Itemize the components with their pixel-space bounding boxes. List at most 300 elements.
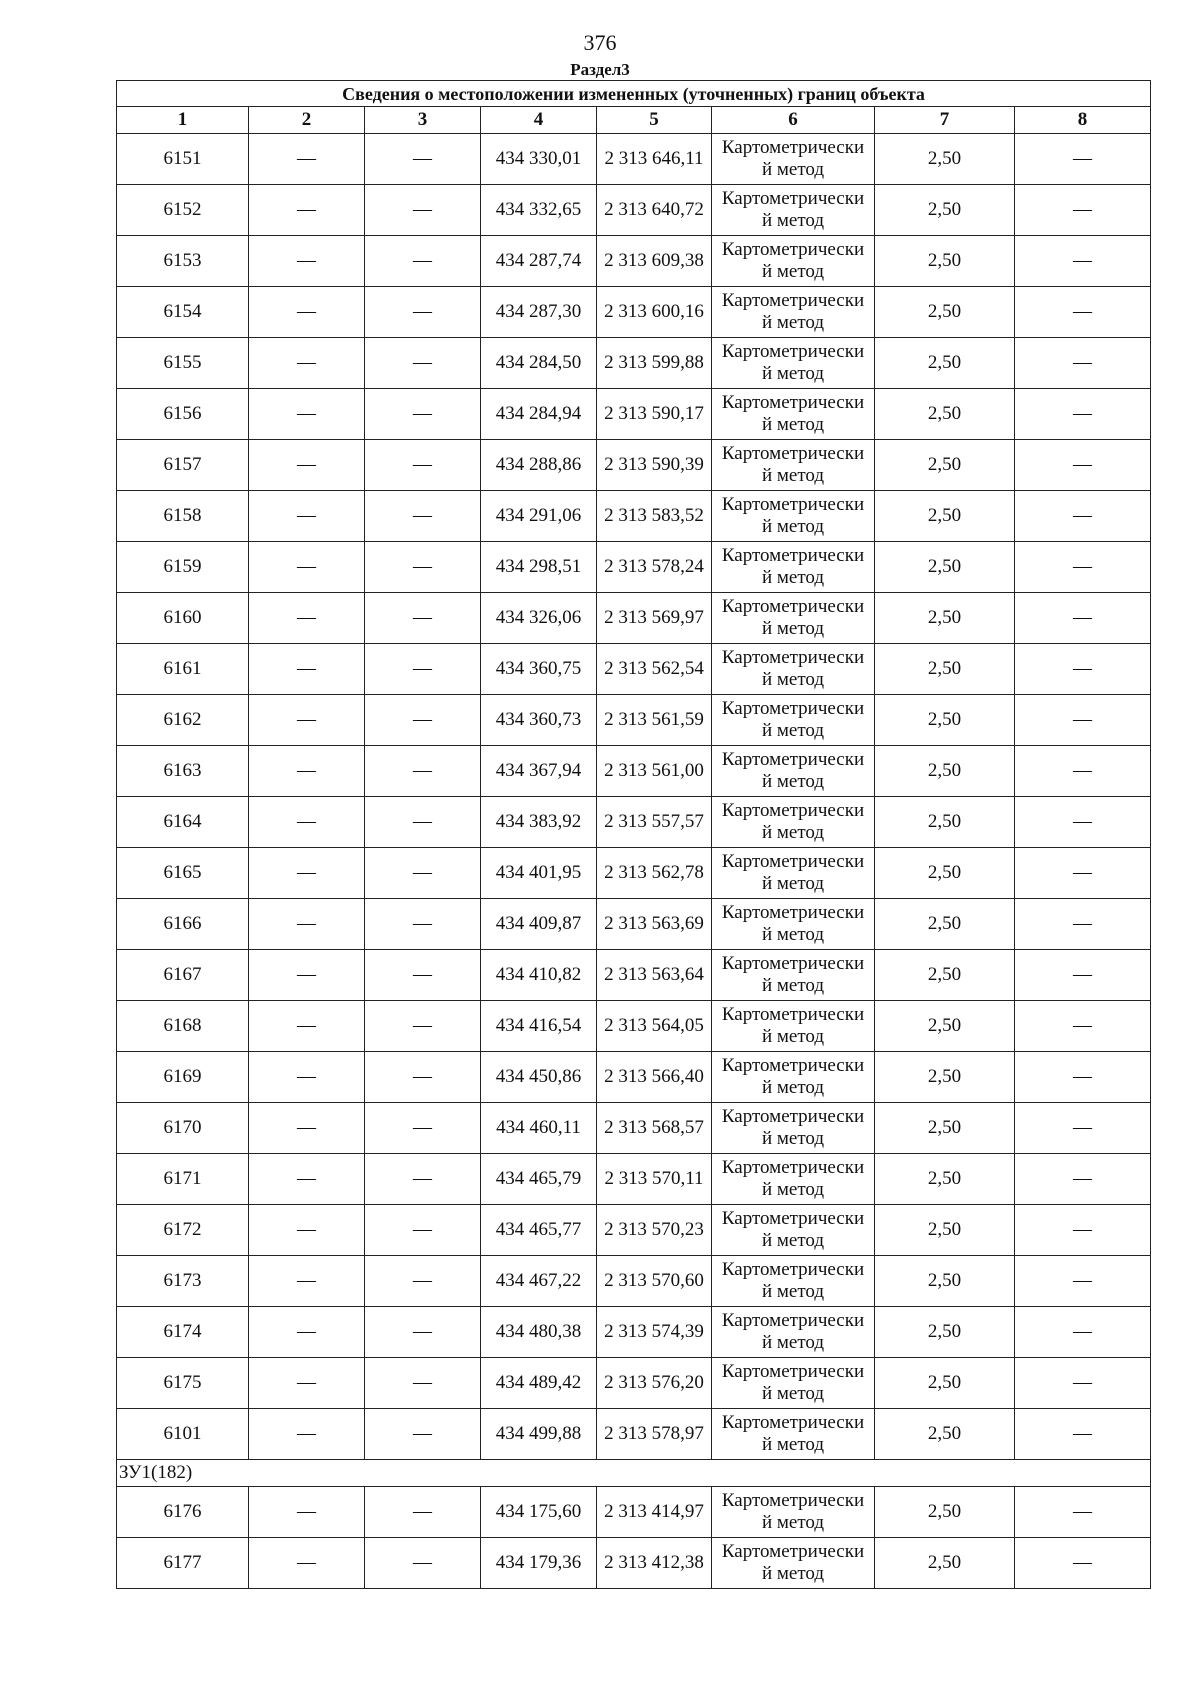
method-line-2: й метод	[761, 210, 825, 231]
cell-col-3: —	[365, 1487, 481, 1538]
method-cell	[712, 644, 875, 695]
cell-col-8: —	[1015, 1409, 1151, 1460]
point-number-cell: 6101	[117, 1409, 249, 1460]
cell-col-8: —	[1015, 542, 1151, 593]
y-coordinate-cell: 2 313 609,38	[597, 236, 712, 287]
x-coordinate-cell: 434 287,30	[481, 287, 597, 338]
y-coordinate-cell: 2 313 570,11	[597, 1154, 712, 1205]
method-line-2: й метод	[761, 1230, 825, 1251]
accuracy-cell: 2,50	[875, 1538, 1015, 1589]
method-line-2: й метод	[761, 1128, 825, 1149]
x-coordinate-cell: 434 467,22	[481, 1256, 597, 1307]
x-coordinate-cell: 434 465,77	[481, 1205, 597, 1256]
cell-col-2: —	[249, 1256, 365, 1307]
page-number: 376	[583, 30, 617, 55]
method-line-2: й метод	[761, 873, 825, 894]
cell-col-2: —	[249, 287, 365, 338]
cell-col-3: —	[365, 1052, 481, 1103]
method-line-1: Картометрически	[721, 1106, 865, 1127]
cell-col-3: —	[365, 1409, 481, 1460]
cell-col-2: —	[249, 1103, 365, 1154]
method-line-2: й метод	[761, 1434, 825, 1455]
point-number-cell: 6162	[117, 695, 249, 746]
cell-col-2: —	[249, 1205, 365, 1256]
table-row	[117, 1358, 1151, 1409]
method-cell	[712, 746, 875, 797]
method-cell	[712, 491, 875, 542]
cell-col-3: —	[365, 695, 481, 746]
method-line-2: й метод	[761, 312, 825, 333]
cell-col-2: —	[249, 389, 365, 440]
y-coordinate-cell: 2 313 561,59	[597, 695, 712, 746]
table-row	[117, 746, 1151, 797]
table-caption-row	[117, 81, 1151, 107]
method-cell	[712, 1001, 875, 1052]
accuracy-cell: 2,50	[875, 389, 1015, 440]
method-cell	[712, 899, 875, 950]
cell-col-3: —	[365, 491, 481, 542]
method-line-1: Картометрически	[721, 1208, 865, 1229]
table-row	[117, 1409, 1151, 1460]
cell-col-3: —	[365, 1154, 481, 1205]
cell-col-2: —	[249, 236, 365, 287]
cell-col-8: —	[1015, 797, 1151, 848]
y-coordinate-cell: 2 313 568,57	[597, 1103, 712, 1154]
cell-col-3: —	[365, 287, 481, 338]
table-row	[117, 185, 1151, 236]
y-coordinate-cell: 2 313 557,57	[597, 797, 712, 848]
accuracy-cell: 2,50	[875, 1307, 1015, 1358]
x-coordinate-cell: 434 326,06	[481, 593, 597, 644]
y-coordinate-cell: 2 313 576,20	[597, 1358, 712, 1409]
cell-col-2: —	[249, 848, 365, 899]
point-number-cell: 6163	[117, 746, 249, 797]
method-line-2: й метод	[761, 669, 825, 690]
y-coordinate-cell: 2 313 640,72	[597, 185, 712, 236]
table-row	[117, 338, 1151, 389]
group-label: ЗУ1(182)	[117, 1460, 1151, 1487]
cell-col-8: —	[1015, 950, 1151, 1001]
x-coordinate-cell: 434 499,88	[481, 1409, 597, 1460]
method-line-1: Картометрически	[721, 1361, 865, 1382]
cell-col-8: —	[1015, 236, 1151, 287]
cell-col-2: —	[249, 1487, 365, 1538]
cell-col-3: —	[365, 236, 481, 287]
accuracy-cell: 2,50	[875, 1001, 1015, 1052]
cell-col-3: —	[365, 338, 481, 389]
point-number-cell: 6175	[117, 1358, 249, 1409]
cell-col-2: —	[249, 1358, 365, 1409]
cell-col-3: —	[365, 185, 481, 236]
method-line-1: Картометрически	[721, 1259, 865, 1280]
x-coordinate-cell: 434 401,95	[481, 848, 597, 899]
method-line-1: Картометрически	[721, 494, 865, 515]
table-row	[117, 1052, 1151, 1103]
cell-col-8: —	[1015, 1256, 1151, 1307]
table-row	[117, 236, 1151, 287]
table-row	[117, 797, 1151, 848]
method-cell	[712, 1409, 875, 1460]
y-coordinate-cell: 2 313 562,78	[597, 848, 712, 899]
x-coordinate-cell: 434 360,73	[481, 695, 597, 746]
table-row	[117, 848, 1151, 899]
method-cell	[712, 1205, 875, 1256]
y-coordinate-cell: 2 313 578,24	[597, 542, 712, 593]
method-cell	[712, 185, 875, 236]
y-coordinate-cell: 2 313 561,00	[597, 746, 712, 797]
method-line-1: Картометрически	[721, 1055, 865, 1076]
method-line-2: й метод	[761, 1332, 825, 1353]
table-row	[117, 1487, 1151, 1538]
method-line-1: Картометрически	[721, 953, 865, 974]
y-coordinate-cell: 2 313 646,11	[597, 134, 712, 185]
cell-col-8: —	[1015, 491, 1151, 542]
table-row	[117, 440, 1151, 491]
table-row	[117, 287, 1151, 338]
cell-col-8: —	[1015, 1358, 1151, 1409]
cell-col-3: —	[365, 440, 481, 491]
cell-col-8: —	[1015, 1052, 1151, 1103]
cell-col-8: —	[1015, 134, 1151, 185]
x-coordinate-cell: 434 287,74	[481, 236, 597, 287]
method-line-1: Картометрически	[721, 1490, 865, 1511]
method-cell	[712, 134, 875, 185]
table-caption: Сведения о местоположении измененных (уточненных) границ объекта	[117, 81, 1151, 107]
cell-col-2: —	[249, 185, 365, 236]
table-row	[117, 899, 1151, 950]
method-line-1: Картометрически	[721, 902, 865, 923]
point-number-cell: 6156	[117, 389, 249, 440]
point-number-cell: 6165	[117, 848, 249, 899]
column-header: 2	[249, 107, 365, 134]
cell-col-3: —	[365, 797, 481, 848]
x-coordinate-cell: 434 298,51	[481, 542, 597, 593]
cell-col-2: —	[249, 542, 365, 593]
method-line-2: й метод	[761, 516, 825, 537]
method-line-2: й метод	[761, 1179, 825, 1200]
y-coordinate-cell: 2 313 590,39	[597, 440, 712, 491]
point-number-cell: 6166	[117, 899, 249, 950]
method-line-1: Картометрически	[721, 1541, 865, 1562]
accuracy-cell: 2,50	[875, 899, 1015, 950]
method-line-2: й метод	[761, 618, 825, 639]
cell-col-8: —	[1015, 440, 1151, 491]
cell-col-3: —	[365, 134, 481, 185]
method-line-1: Картометрически	[721, 341, 865, 362]
point-number-cell: 6158	[117, 491, 249, 542]
cell-col-3: —	[365, 899, 481, 950]
method-cell	[712, 1538, 875, 1589]
cell-col-3: —	[365, 1001, 481, 1052]
method-cell	[712, 1052, 875, 1103]
method-cell	[712, 1307, 875, 1358]
method-line-1: Картометрически	[721, 1310, 865, 1331]
cell-col-2: —	[249, 1307, 365, 1358]
point-number-cell: 6176	[117, 1487, 249, 1538]
y-coordinate-cell: 2 313 566,40	[597, 1052, 712, 1103]
method-line-2: й метод	[761, 822, 825, 843]
x-coordinate-cell: 434 460,11	[481, 1103, 597, 1154]
table-row	[117, 950, 1151, 1001]
table-row	[117, 1205, 1151, 1256]
point-number-cell: 6151	[117, 134, 249, 185]
table-row	[117, 542, 1151, 593]
y-coordinate-cell: 2 313 583,52	[597, 491, 712, 542]
cell-col-3: —	[365, 950, 481, 1001]
accuracy-cell: 2,50	[875, 950, 1015, 1001]
cell-col-3: —	[365, 1256, 481, 1307]
y-coordinate-cell: 2 313 412,38	[597, 1538, 712, 1589]
method-line-2: й метод	[761, 771, 825, 792]
cell-col-2: —	[249, 950, 365, 1001]
method-cell	[712, 848, 875, 899]
cell-col-8: —	[1015, 746, 1151, 797]
method-line-1: Картометрически	[721, 1004, 865, 1025]
column-header: 5	[597, 107, 712, 134]
accuracy-cell: 2,50	[875, 1103, 1015, 1154]
accuracy-cell: 2,50	[875, 746, 1015, 797]
y-coordinate-cell: 2 313 564,05	[597, 1001, 712, 1052]
method-line-1: Картометрически	[721, 596, 865, 617]
cell-col-3: —	[365, 1538, 481, 1589]
cell-col-8: —	[1015, 899, 1151, 950]
method-cell	[712, 338, 875, 389]
method-line-1: Картометрически	[721, 239, 865, 260]
accuracy-cell: 2,50	[875, 1154, 1015, 1205]
method-cell	[712, 593, 875, 644]
cell-col-8: —	[1015, 644, 1151, 695]
method-line-2: й метод	[761, 1563, 825, 1584]
x-coordinate-cell: 434 284,94	[481, 389, 597, 440]
header-row	[117, 107, 1151, 134]
cell-col-2: —	[249, 1154, 365, 1205]
cell-col-2: —	[249, 1001, 365, 1052]
accuracy-cell: 2,50	[875, 1358, 1015, 1409]
method-cell	[712, 236, 875, 287]
method-line-1: Картометрически	[721, 137, 865, 158]
method-line-2: й метод	[761, 1026, 825, 1047]
point-number-cell: 6159	[117, 542, 249, 593]
cell-col-8: —	[1015, 593, 1151, 644]
point-number-cell: 6174	[117, 1307, 249, 1358]
cell-col-8: —	[1015, 389, 1151, 440]
accuracy-cell: 2,50	[875, 797, 1015, 848]
cell-col-8: —	[1015, 848, 1151, 899]
x-coordinate-cell: 434 450,86	[481, 1052, 597, 1103]
x-coordinate-cell: 434 489,42	[481, 1358, 597, 1409]
accuracy-cell: 2,50	[875, 1052, 1015, 1103]
method-line-2: й метод	[761, 1383, 825, 1404]
table-row	[117, 1307, 1151, 1358]
x-coordinate-cell: 434 332,65	[481, 185, 597, 236]
x-coordinate-cell: 434 480,38	[481, 1307, 597, 1358]
point-number-cell: 6167	[117, 950, 249, 1001]
table-row	[117, 1154, 1151, 1205]
boundary-coordinates-table	[116, 80, 1151, 1589]
method-cell	[712, 695, 875, 746]
x-coordinate-cell: 434 367,94	[481, 746, 597, 797]
accuracy-cell: 2,50	[875, 542, 1015, 593]
method-line-2: й метод	[761, 567, 825, 588]
accuracy-cell: 2,50	[875, 440, 1015, 491]
y-coordinate-cell: 2 313 590,17	[597, 389, 712, 440]
cell-col-8: —	[1015, 1001, 1151, 1052]
cell-col-8: —	[1015, 1538, 1151, 1589]
cell-col-2: —	[249, 644, 365, 695]
cell-col-2: —	[249, 899, 365, 950]
cell-col-2: —	[249, 593, 365, 644]
accuracy-cell: 2,50	[875, 236, 1015, 287]
cell-col-3: —	[365, 389, 481, 440]
point-number-cell: 6172	[117, 1205, 249, 1256]
accuracy-cell: 2,50	[875, 338, 1015, 389]
point-number-cell: 6173	[117, 1256, 249, 1307]
method-line-2: й метод	[761, 414, 825, 435]
method-cell	[712, 1487, 875, 1538]
table-row	[117, 1001, 1151, 1052]
section-title: Раздел3	[570, 60, 630, 79]
cell-col-2: —	[249, 746, 365, 797]
x-coordinate-cell: 434 410,82	[481, 950, 597, 1001]
method-line-1: Картометрически	[721, 392, 865, 413]
x-coordinate-cell: 434 291,06	[481, 491, 597, 542]
method-line-1: Картометрически	[721, 749, 865, 770]
cell-col-8: —	[1015, 1154, 1151, 1205]
method-line-2: й метод	[761, 1281, 825, 1302]
method-line-1: Картометрически	[721, 545, 865, 566]
cell-col-3: —	[365, 644, 481, 695]
method-cell	[712, 440, 875, 491]
method-line-1: Картометрически	[721, 1412, 865, 1433]
accuracy-cell: 2,50	[875, 287, 1015, 338]
method-line-1: Картометрически	[721, 188, 865, 209]
point-number-cell: 6153	[117, 236, 249, 287]
column-header: 4	[481, 107, 597, 134]
cell-col-3: —	[365, 542, 481, 593]
method-cell	[712, 950, 875, 1001]
column-header: 3	[365, 107, 481, 134]
y-coordinate-cell: 2 313 562,54	[597, 644, 712, 695]
method-cell	[712, 287, 875, 338]
accuracy-cell: 2,50	[875, 1409, 1015, 1460]
column-header: 1	[117, 107, 249, 134]
method-line-1: Картометрически	[721, 851, 865, 872]
cell-col-2: —	[249, 338, 365, 389]
cell-col-3: —	[365, 1205, 481, 1256]
x-coordinate-cell: 434 409,87	[481, 899, 597, 950]
point-number-cell: 6160	[117, 593, 249, 644]
table-row	[117, 134, 1151, 185]
cell-col-8: —	[1015, 1103, 1151, 1154]
table-row	[117, 695, 1151, 746]
y-coordinate-cell: 2 313 570,60	[597, 1256, 712, 1307]
x-coordinate-cell: 434 175,60	[481, 1487, 597, 1538]
y-coordinate-cell: 2 313 574,39	[597, 1307, 712, 1358]
cell-col-3: —	[365, 1358, 481, 1409]
method-line-2: й метод	[761, 924, 825, 945]
point-number-cell: 6168	[117, 1001, 249, 1052]
group-row	[117, 1460, 1151, 1487]
accuracy-cell: 2,50	[875, 134, 1015, 185]
accuracy-cell: 2,50	[875, 1256, 1015, 1307]
method-line-2: й метод	[761, 363, 825, 384]
table-row	[117, 389, 1151, 440]
y-coordinate-cell: 2 313 599,88	[597, 338, 712, 389]
x-coordinate-cell: 434 284,50	[481, 338, 597, 389]
table-row	[117, 1256, 1151, 1307]
point-number-cell: 6154	[117, 287, 249, 338]
y-coordinate-cell: 2 313 569,97	[597, 593, 712, 644]
table-row	[117, 491, 1151, 542]
method-line-2: й метод	[761, 1077, 825, 1098]
cell-col-8: —	[1015, 338, 1151, 389]
y-coordinate-cell: 2 313 570,23	[597, 1205, 712, 1256]
accuracy-cell: 2,50	[875, 593, 1015, 644]
method-line-1: Картометрически	[721, 443, 865, 464]
accuracy-cell: 2,50	[875, 185, 1015, 236]
cell-col-8: —	[1015, 287, 1151, 338]
cell-col-2: —	[249, 1409, 365, 1460]
method-line-1: Картометрически	[721, 647, 865, 668]
table-row	[117, 1538, 1151, 1589]
x-coordinate-cell: 434 383,92	[481, 797, 597, 848]
method-line-2: й метод	[761, 159, 825, 180]
accuracy-cell: 2,50	[875, 644, 1015, 695]
method-line-1: Картометрически	[721, 290, 865, 311]
cell-col-3: —	[365, 593, 481, 644]
accuracy-cell: 2,50	[875, 491, 1015, 542]
method-line-2: й метод	[761, 465, 825, 486]
x-coordinate-cell: 434 288,86	[481, 440, 597, 491]
x-coordinate-cell: 434 360,75	[481, 644, 597, 695]
cell-col-8: —	[1015, 185, 1151, 236]
method-cell	[712, 542, 875, 593]
cell-col-3: —	[365, 848, 481, 899]
accuracy-cell: 2,50	[875, 1487, 1015, 1538]
y-coordinate-cell: 2 313 563,64	[597, 950, 712, 1001]
method-line-1: Картометрически	[721, 1157, 865, 1178]
x-coordinate-cell: 434 465,79	[481, 1154, 597, 1205]
cell-col-2: —	[249, 134, 365, 185]
method-cell	[712, 1103, 875, 1154]
point-number-cell: 6164	[117, 797, 249, 848]
point-number-cell: 6152	[117, 185, 249, 236]
table-row	[117, 644, 1151, 695]
x-coordinate-cell: 434 179,36	[481, 1538, 597, 1589]
method-cell	[712, 797, 875, 848]
accuracy-cell: 2,50	[875, 1205, 1015, 1256]
y-coordinate-cell: 2 313 600,16	[597, 287, 712, 338]
method-cell	[712, 1154, 875, 1205]
method-line-1: Картометрически	[721, 800, 865, 821]
cell-col-8: —	[1015, 1307, 1151, 1358]
method-cell	[712, 1358, 875, 1409]
cell-col-3: —	[365, 1307, 481, 1358]
cell-col-3: —	[365, 1103, 481, 1154]
cell-col-2: —	[249, 491, 365, 542]
x-coordinate-cell: 434 330,01	[481, 134, 597, 185]
cell-col-2: —	[249, 1538, 365, 1589]
method-line-2: й метод	[761, 720, 825, 741]
y-coordinate-cell: 2 313 563,69	[597, 899, 712, 950]
x-coordinate-cell: 434 416,54	[481, 1001, 597, 1052]
cell-col-2: —	[249, 1052, 365, 1103]
point-number-cell: 6155	[117, 338, 249, 389]
point-number-cell: 6177	[117, 1538, 249, 1589]
cell-col-8: —	[1015, 695, 1151, 746]
cell-col-3: —	[365, 746, 481, 797]
column-header: 8	[1015, 107, 1151, 134]
